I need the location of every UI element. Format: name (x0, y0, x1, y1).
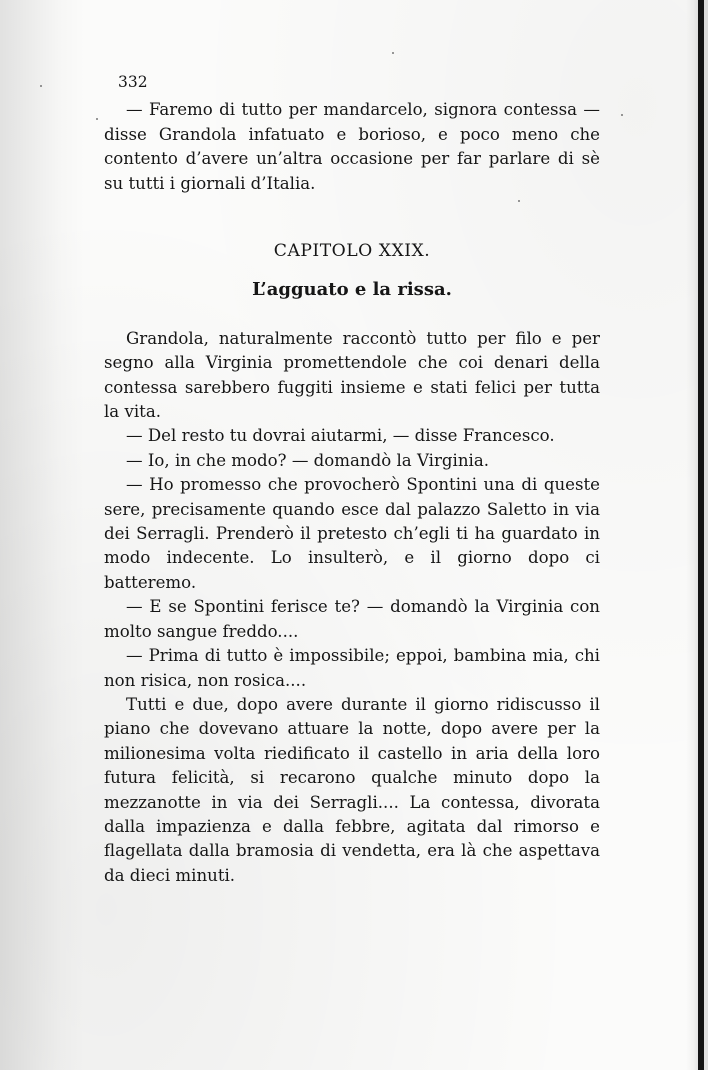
page-shadow-left (0, 0, 85, 1070)
paper-speck (392, 52, 394, 54)
dialogue-paragraph: — Ho promesso che provocherò Spontini una di queste sere, precisamente quando esce dal palazzo Saletto in via dei Serragli. Prenderò il pretesto ch’egli ti ha guardato in modo indecente. Lo insulterò, e il giorno dopo ci batteremo. (104, 475, 600, 592)
chapter-title: CAPITOLO XXIX. (273, 241, 431, 262)
binding-shadow (686, 0, 708, 1070)
paper-speck (40, 85, 42, 87)
binding-edge-line (698, 0, 704, 1070)
dialogue-paragraph: — Del resto tu dovrai aiutarmi, — disse Francesco. (126, 426, 555, 446)
paper-speck (621, 114, 623, 116)
paper-speck (96, 118, 98, 120)
paragraph: Tutti e due, dopo avere durante il giorno ridiscusso il piano che dovevano attuare la notte, dopo avere per la milionesima volta riedificato il castello in aria della loro futura felicità, si recarono qualche minuto dopo la mezzanotte in via dei Serragli.... La contessa, divorata dalla impazienza e dalla febbre, agitata dal rimorso e flagellata dalla bramosia di vendetta, era là che aspettava da dieci minuti. (104, 694, 600, 885)
chapter-subtitle: L’agguato e la rissa. (252, 279, 452, 301)
dialogue-paragraph: — E se Spontini ferisce te? — domandò la Virginia con molto sangue freddo.... (104, 597, 600, 641)
dialogue-paragraph: — Prima di tutto è impossibile; eppoi, bambina mia, chi non risica, non rosica.... (104, 646, 600, 690)
text-block (104, 70, 600, 888)
paragraph: Grandola, naturalmente raccontò tutto per filo e per segno alla Virginia promettendole che coi denari della contessa sarebbero fuggiti insieme e stati felici per tutta la vita. (104, 328, 600, 422)
page-number: 332 (118, 73, 148, 91)
paragraph: — Faremo di tutto per mandarcelo, signora contessa — disse Grandola infatuato e borioso, e poco meno che contento d’avere un’altra occasione per far parlare di sè su tutti i giornali d’Italia. (104, 100, 600, 193)
dialogue-paragraph: — Io, in che modo? — domandò la Virginia. (126, 450, 489, 470)
